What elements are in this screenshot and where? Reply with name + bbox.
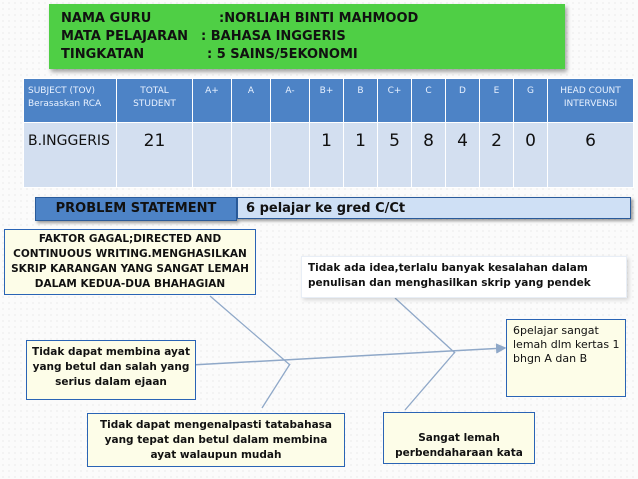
col-g: G [514,79,548,123]
col-a-plus: A+ [193,79,232,123]
cell-total: 21 [117,123,193,188]
cell-c-plus: 5 [378,123,412,188]
cause-no-ideas-box: Tidak ada idea,terlalu banyak kesalahan dalam penulisan dan menghasilkan skrip yang pendek [301,256,627,298]
col-c: C [412,79,446,123]
col-total: TOTAL STUDENT [117,79,193,123]
col-d: D [446,79,480,123]
bone-lower-left [262,364,290,408]
cell-b-plus: 1 [310,123,344,188]
problem-statement-label: PROBLEM STATEMENT [35,197,237,221]
problem-statement-value: 6 pelajar ke gred C/Ct [237,197,631,219]
form-value: : 5 SAINS/5EKONOMI [207,47,358,62]
cell-g: 0 [514,123,548,188]
subject-label: MATA PELAJARAN [61,29,189,44]
bone-upper-left [210,296,290,365]
col-c-plus: C+ [378,79,412,123]
cell-head-count: 6 [548,123,634,188]
col-head-count: HEAD COUNT INTERVENSI [548,79,634,123]
col-b: B [344,79,378,123]
cause-grammar-box: Tidak dapat mengenalpasti tatabahasa yang tepat dan betul dalam membina ayat walaupun mudah [87,413,345,467]
col-a-minus: A- [271,79,310,123]
cell-b: 1 [344,123,378,188]
teacher-name-value: :NORLIAH BINTI MAHMOOD [219,11,419,26]
subject-value: : BAHASA INGGERIS [201,29,346,44]
teacher-name-label: NAMA GURU [61,11,152,26]
col-subject: SUBJECT (TOV) Berasaskan RCA [24,79,117,123]
cause-vocabulary-box: Sangat lemah perbendaharaan kata [383,412,535,464]
cell-d: 4 [446,123,480,188]
failure-factor-box: FAKTOR GAGAL;DIRECTED AND CONTINUOUS WRITING.MENGHASILKAN SKRIP KARANGAN YANG SANGAT LEMAH DALAM KEDUA-DUA BHAHAGIAN [4,229,256,295]
form-label: TINGKATAN [61,47,145,62]
col-b-plus: B+ [310,79,344,123]
cell-e: 2 [480,123,514,188]
cell-subject: B.INGGERIS [24,123,117,188]
col-a: A [232,79,271,123]
col-e: E [480,79,514,123]
effect-students-box: 6pelajar sangat lemah dlm kertas 1 bhgn A dan B [506,319,626,397]
cause-sentence-building-box: Tidak dapat membina ayat yang betul dan salah yang serius dalam ejaan [26,340,196,400]
cell-c: 8 [412,123,446,188]
bone-lower-right [405,352,455,410]
bone-upper-right [395,298,455,353]
